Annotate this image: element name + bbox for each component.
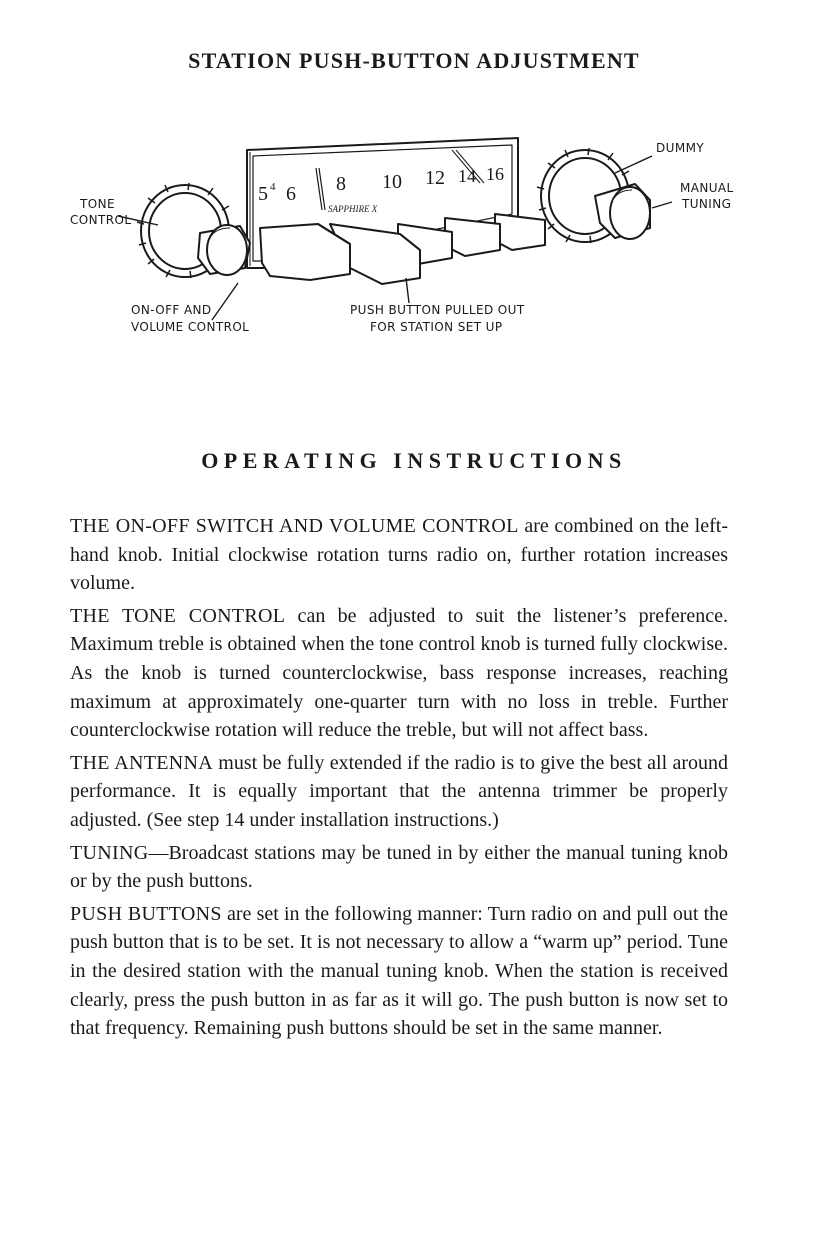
dial-number: 16 <box>486 164 504 184</box>
paragraph-text: must be fully extended if the radio is to give the best all around performance. It is equally important that the antenna trimmer be properly adjusted. (See step 14 under installation instructions.) <box>70 751 728 831</box>
push-buttons <box>260 214 545 284</box>
push-button-label-2: FOR STATION SET UP <box>370 320 503 334</box>
manual-tuning-label-1: MANUAL <box>680 181 734 195</box>
paragraph-antenna <box>70 749 728 835</box>
paragraph-lead: PUSH BUTTONS <box>70 902 222 925</box>
adjustment-title: STATION PUSH-BUTTON ADJUSTMENT <box>188 48 640 73</box>
onoff-label-2: VOLUME CONTROL <box>131 320 250 334</box>
dial-number: 8 <box>336 173 346 195</box>
operating-title: OPERATING INSTRUCTIONS <box>201 448 627 473</box>
dial-number: 14 <box>458 166 476 186</box>
dial-number: 12 <box>425 167 445 189</box>
paragraph-lead: THE TONE CONTROL <box>70 604 286 627</box>
left-knob <box>137 183 250 278</box>
paragraph-lead: TUNING <box>70 841 149 864</box>
paragraph-text: —Broadcast stations may be tuned in by either the manual tuning knob or by the push buttons. <box>70 841 728 893</box>
paragraph-text: are set in the following manner: Turn radio on and pull out the push button that is to be set. It is not necessary to allow a “warm up” period. Tune in the desired station with the manual tuning knob. When the station is received clearly, press the push button in as far as it will go. The push button is now set to that frequency. Remaining push buttons should be set in the same manner. <box>70 902 728 1040</box>
dial-number: 6 <box>286 183 296 205</box>
paragraph-lead: THE ANTENNA <box>70 751 214 774</box>
tone-control-label-2: CONTROL <box>70 213 132 227</box>
paragraph-tuning <box>70 839 728 896</box>
dial-number: 5 <box>258 183 268 205</box>
onoff-label-1: ON-OFF AND <box>131 303 212 317</box>
right-knob <box>537 148 650 243</box>
paragraph-text: are combined on the left-hand knob. Initial clockwise rotation turns radio on, further rotation increases volume. <box>70 515 728 595</box>
paragraph-lead: THE ON-OFF SWITCH AND VOLUME CONTROL <box>70 515 519 537</box>
dial-number: 4 <box>270 181 276 193</box>
instructions-body <box>70 512 728 1047</box>
dial-number: 10 <box>382 171 402 193</box>
dummy-label: DUMMY <box>656 141 705 155</box>
brand-name: SAPPHIRE X <box>328 204 378 214</box>
paragraph-onoff <box>70 512 728 598</box>
paragraph-text: can be adjusted to suit the listener’s preference. Maximum treble is obtained when the tone control knob is turned fully clockwise. As the knob is turned counterclockwise, bass response increases, reaching maximum at approximately one-quarter turn with no loss in treble. Further counterclockwise rotation will reduce the treble, but will not affect bass. <box>70 604 729 742</box>
paragraph-tone <box>70 602 728 745</box>
manual-tuning-label-2: TUNING <box>682 197 732 211</box>
paragraph-push-buttons <box>70 900 728 1043</box>
push-button-label-1: PUSH BUTTON PULLED OUT <box>350 303 525 317</box>
tone-control-label-1: TONE <box>80 197 115 211</box>
